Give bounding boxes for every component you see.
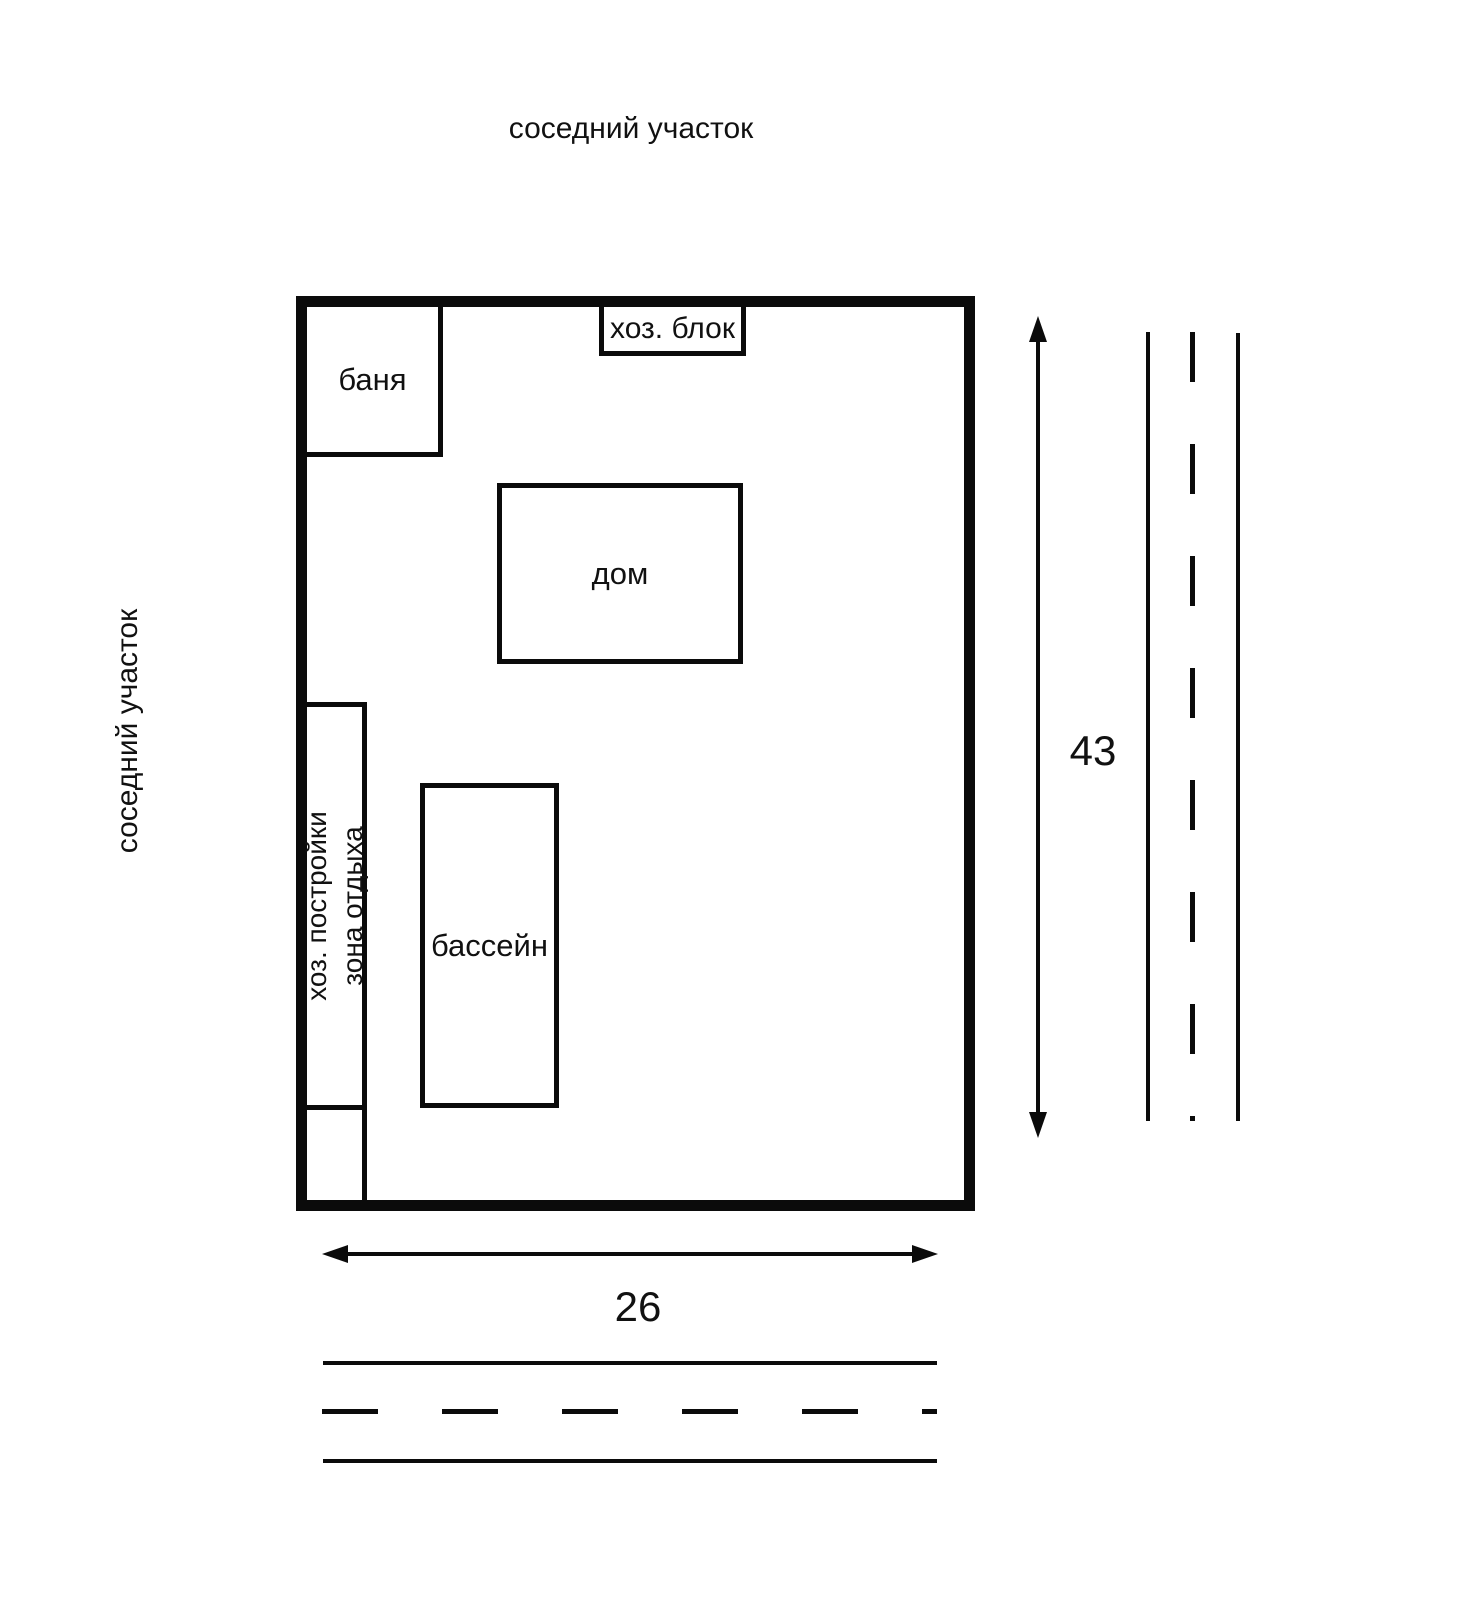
hoz-blok-box <box>599 307 746 356</box>
arrowhead-left-icon <box>322 1245 348 1263</box>
bottom-road-edge-line-1 <box>323 1361 937 1365</box>
right-road-edge-line-2 <box>1236 333 1240 1121</box>
neighbor-plot-label-left: соседний участок <box>111 608 144 854</box>
width-dimension-value: 26 <box>614 1283 662 1330</box>
strip-label-line2: зона отдыха <box>336 826 368 986</box>
utility-recreation-strip-label <box>299 811 371 1001</box>
bottom-road-edge-line-2 <box>323 1459 937 1463</box>
right-road-edge-line-1 <box>1146 332 1150 1121</box>
vertical-dimension-arrow <box>1018 310 1058 1145</box>
bassein-label: бассейн <box>431 927 548 963</box>
utility-recreation-strip <box>300 702 368 1110</box>
horizontal-dimension-arrow <box>315 1235 945 1273</box>
banya-label: баня <box>338 361 407 397</box>
utility-strip-lower-segment <box>307 1110 367 1200</box>
plot-area <box>300 307 964 1200</box>
banya-box <box>307 307 443 457</box>
neighbor-plot-label-top: соседний участок <box>508 112 754 145</box>
arrowhead-up-icon <box>1029 316 1047 342</box>
hoz-blok-label: хоз. блок <box>610 312 735 345</box>
arrowhead-right-icon <box>912 1245 938 1263</box>
bassein-box <box>420 783 559 1108</box>
plot-boundary <box>296 296 975 1211</box>
arrowhead-down-icon <box>1029 1112 1047 1138</box>
right-road-center-dashed-line <box>1190 332 1195 1121</box>
bottom-road-center-dashed-line <box>322 1409 937 1414</box>
dom-box <box>497 483 743 664</box>
dom-label: дом <box>591 555 649 591</box>
height-dimension-value: 43 <box>1069 727 1117 774</box>
strip-label-line1: хоз. постройки <box>300 811 332 1001</box>
